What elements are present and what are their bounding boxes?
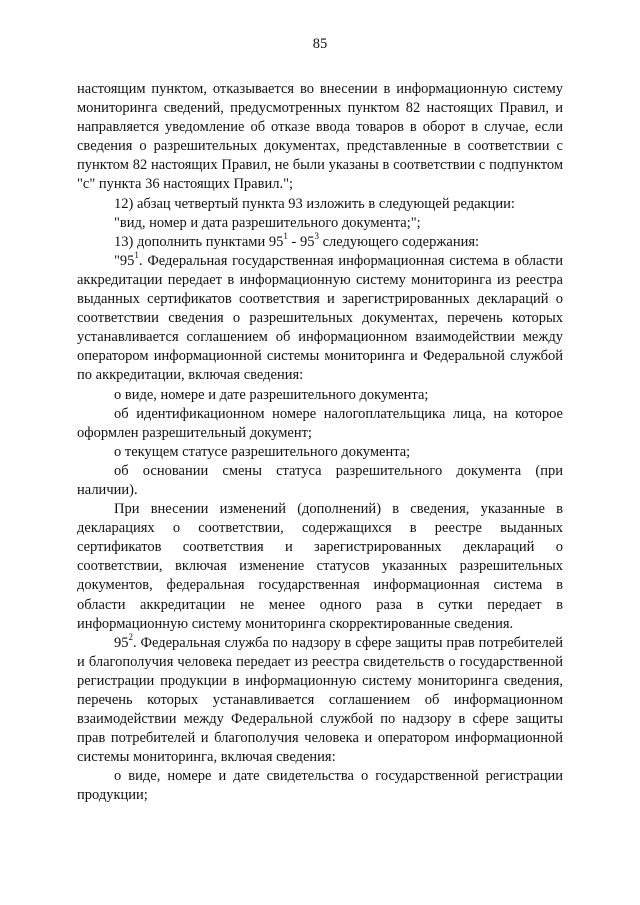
superscript: 1: [283, 230, 288, 241]
paragraph-new-wording: "вид, номер и дата разрешительного документа;";: [114, 214, 421, 231]
text-run: . Федеральная государственная информационная система в области аккредитации передает в информационную систему мониторинга из реестра выданных сертификатов соответствия и зарегистрированных деклараций о соответствии сведения о разрешительных документах, перечень которых устанавливается соглашением об информационном взаимодействии между оператором информационной системы мониторинга и Федеральной службой по аккредитации, включая сведения:: [77, 252, 563, 384]
superscript: 2: [128, 631, 133, 642]
paragraph-item-12: 12) абзац четвертый пункта 93 изложить в следующей редакции:: [114, 195, 515, 212]
text-run: 13) дополнить пунктами 95: [114, 233, 284, 250]
superscript: 1: [134, 250, 139, 261]
paragraph-list-item: о виде, номере и дате свидетельства о государственной регистрации продукции;: [77, 768, 563, 804]
paragraph-changes: При внесении изменений (дополнений) в сведения, указанные в декларациях о соответствии, содержащихся в реестре выданных сертификатов соответствия и зарегистрированных деклараций о соответствии, включая изменение статусов указанных разрешительных документов, федеральная государственная информационная система в области аккредитации не менее одного раза в сутки передает в информационную систему мониторинга скорректированные сведения.: [77, 501, 563, 632]
text-run: 95: [114, 634, 129, 651]
text-run: следующего содержания:: [318, 233, 480, 250]
paragraph-95-2: [77, 631, 563, 768]
document-body: [77, 80, 563, 806]
text-run: . Федеральная служба по надзору в сфере защиты прав потребителей и благополучия человека передает из реестра свидетельств о государственной регистрации продукции в информационную систему мониторинга сведения, перечень которых устанавливается соглашением об информационном взаимодействии между Федеральной службой по надзору в сфере защиты прав потребителей и благополучия человека и оператором информационной системы мониторинга, включая сведения:: [77, 634, 563, 766]
paragraph-continuation: настоящим пунктом, отказывается во внесении в информационную систему мониторинга сведений, предусмотренных пунктом 82 настоящих Правил, и направляется уведомление об отказе ввода товаров в оборот в случае, если сведения о разрешительных документах, представленные в соответствии с пунктом 82 настоящих Правил, не были указаны в соответствии с подпунктом "с" пункта 36 настоящих Правил.";: [77, 81, 563, 193]
paragraph-list-item: об основании смены статуса разрешительного документа (при наличии).: [77, 462, 563, 498]
page-number: 85: [312, 36, 328, 52]
paragraph-list-item: о виде, номере и дате разрешительного документа;: [114, 386, 429, 403]
paragraph-95-1: [77, 252, 563, 386]
text-run: - 95: [287, 233, 315, 250]
paragraph-list-item: о текущем статусе разрешительного документа;: [114, 443, 411, 460]
paragraph-list-item: об идентификационном номере налогоплательщика лица, на которое оформлен разрешительный документ;: [77, 405, 563, 441]
paragraph-item-13: [77, 230, 563, 252]
text-run: "95: [114, 252, 135, 269]
superscript: 3: [314, 230, 319, 241]
